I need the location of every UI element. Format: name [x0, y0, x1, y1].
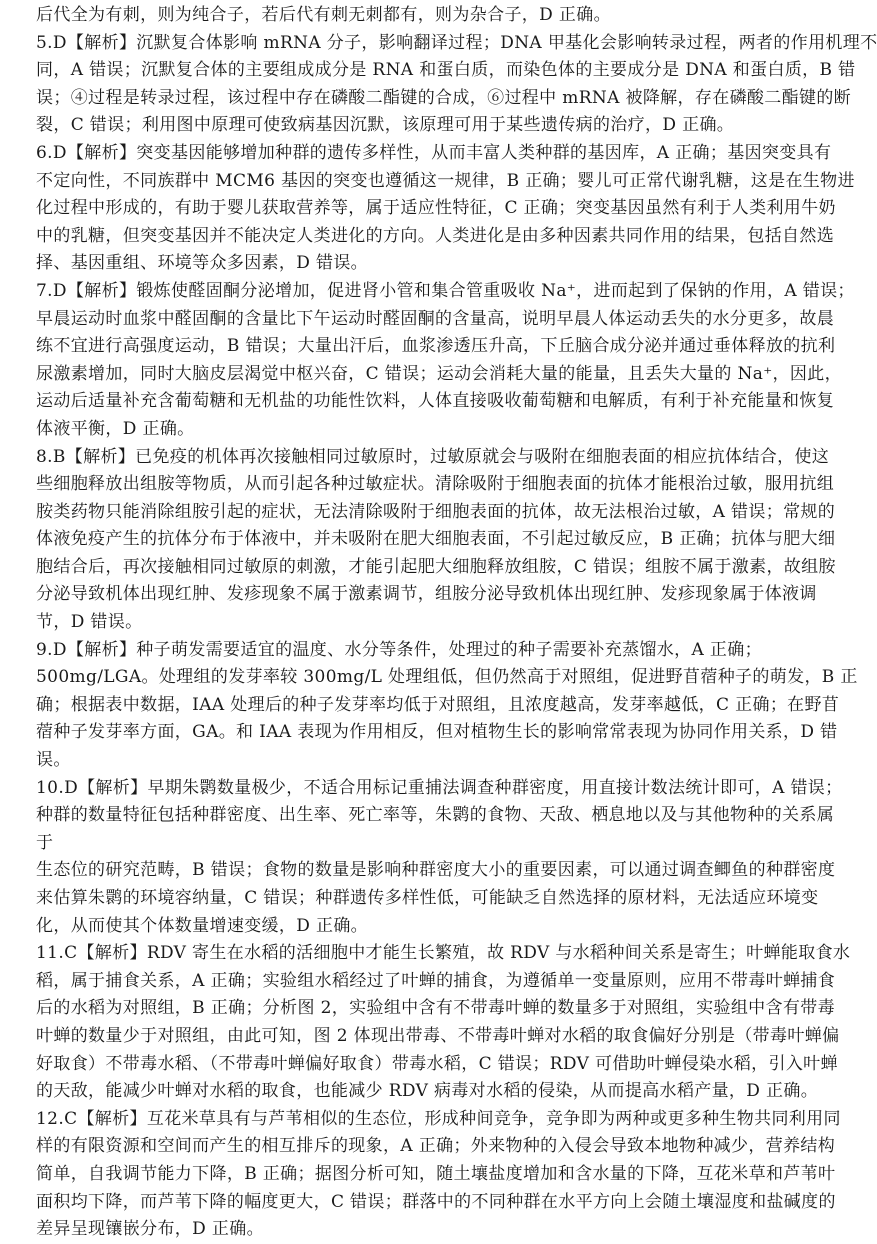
text-line: 尿激素增加，同时大脑皮层渴觉中枢兴奋，C 错误；运动会消耗大量的能量，且丢失大量的 Na⁺，因此，: [36, 363, 842, 384]
text-line: 择、基因重组、环境等众多因素，D 错误。: [36, 253, 369, 274]
text-line: 胞结合后，再次接触相同过敏原的刺激，才能引起肥大细胞释放组胺，C 错误；组胺不属于激素，故组胺: [36, 556, 836, 577]
text-line: 误；④过程是转录过程，该过程中存在磷酸二酯键的合成，⑥过程中 mRNA 被降解，存在磷酸二酯键的断: [36, 87, 852, 108]
text-line: 10.D【解析】早期朱鹮数量极少，不适合用标记重捕法调查种群密度，用直接计数法统计即可，A 错误；: [36, 777, 843, 798]
explanation-paragraph: [36, 278, 855, 444]
text-line: 差异呈现镶嵌分布，D 正确。: [36, 1219, 264, 1240]
text-line: 生态位的研究范畴，B 错误；食物的数量是影响种群密度大小的重要因素，可以通过调查鲫鱼的种群密度: [36, 860, 836, 881]
text-line: 后的水稻为对照组，B 正确；分析图 2，实验组中含有不带毒叶蝉的数量多于对照组，实验组中含有带毒: [36, 998, 835, 1019]
explanation-paragraph: [36, 1106, 841, 1244]
text-line: 11.C【解析】RDV 寄生在水稻的活细胞中才能生长繁殖，故 RDV 与水稻种间关系是寄生；叶蝉能取食水: [36, 943, 851, 964]
text-line: 化过程中形成的，有助于婴儿获取营养等，属于适应性特征，C 正确；突变基因虽然有利于人类利用牛奶: [36, 198, 836, 219]
text-line: 7.D【解析】锻炼使醛固酮分泌增加，促进肾小管和集合管重吸收 Na⁺，进而起到了保钠的作用，A 错误；: [36, 280, 855, 301]
text-line: 分泌导致机体出现红肿、发疹现象不属于激素调节，组胺分泌导致机体出现红肿、发疹现象属于体液调: [36, 584, 817, 605]
text-line: 同，A 错误；沉默复合体的主要组成成分是 RNA 和蛋白质，而染色体的主要成分是 DNA 和蛋白质，B 错: [36, 60, 856, 81]
text-line: 稻，属于捕食关系，A 正确；实验组水稻经过了叶蝉的捕食，为遵循单一变量原则，应用不带毒叶蝉捕食: [36, 970, 836, 991]
explanation-paragraph: [36, 140, 855, 278]
text-line: 裂，C 错误；利用图中原理可使致病基因沉默，该原理可用于某些遗传病的治疗，D 正确。: [36, 115, 735, 136]
text-line: 胺类药物只能消除组胺引起的症状，无法清除吸附于细胞表面的抗体，故无法根治过敏，A 错误；常规的: [36, 501, 836, 522]
text-line: 体液免疫产生的抗体分布于体液中，并未吸附在肥大细胞表面，不引起过敏反应，B 正确；抗体与肥大细: [36, 529, 836, 550]
explanation-paragraph: [36, 940, 851, 1106]
text-line: 6.D【解析】突变基因能够增加种群的遗传多样性，从而丰富人类种群的基因库，A 正确；基因突变具有: [36, 142, 832, 163]
text-line: 8.B【解析】已免疫的机体再次接触相同过敏原时，过敏原就会与吸附在细胞表面的相应抗体结合，使这: [36, 446, 830, 467]
text-line: 体液平衡，D 正确。: [36, 418, 195, 439]
explanation-paragraph: [36, 2, 784, 30]
text-line: 好取食）不带毒水稻、（不带毒叶蝉偏好取食）带毒水稻，C 错误；RDV 可借助叶蝉侵染水稻，引入叶蝉: [36, 1053, 838, 1074]
text-line: 些细胞释放出组胺等物质，从而引起各种过敏症状。清除吸附于细胞表面的抗体才能根治过敏，服用抗组: [36, 474, 835, 495]
text-line: 确；根据表中数据，IAA 处理后的种子发芽率均低于对照组，且浓度越高，发芽率越低，C 正确；在野苜: [36, 694, 840, 715]
text-line: 早晨运动时血浆中醛固酮的含量比下午运动时醛固酮的含量高，说明早晨人体运动丢失的水分更多，故晨: [36, 308, 835, 329]
text-line: 化，从而使其个体数量增速变缓，D 正确。: [36, 915, 369, 936]
explanation-paragraph: [36, 444, 836, 637]
text-line: 5.D【解析】沉默复合体影响 mRNA 分子，影响翻译过程；DNA 甲基化会影响转录过程，两者的作用机理不: [36, 32, 877, 53]
text-line: 于: [36, 832, 54, 853]
text-line: 节，D 错误。: [36, 612, 143, 633]
text-line: 叶蝉的数量少于对照组，由此可知，图 2 体现出带毒、不带毒叶蝉对水稻的取食偏好分别是（带毒叶蝉偏: [36, 1025, 840, 1046]
text-line: 后代全为有刺，则为纯合子，若后代有刺无刺都有，则为杂合子，D 正确。: [36, 5, 611, 25]
text-line: 练不宜进行高强度运动，B 错误；大量出汗后，血浆渗透压升高，下丘脑合成分泌并通过垂体释放的抗利: [36, 336, 836, 357]
text-line: 9.D【解析】种子萌发需要适宜的温度、水分等条件，处理过的种子需要补充蒸馏水，A 正确；: [36, 639, 762, 660]
explanation-paragraph: [36, 637, 858, 775]
text-line: 样的有限资源和空间而产生的相互排斥的现象，A 正确；外来物种的入侵会导致本地物种减少，营养结构: [36, 1136, 836, 1157]
text-line: 的天敌，能减少叶蝉对水稻的取食，也能减少 RDV 病毒对水稻的侵染，从而提高水稻产量，D 正确。: [36, 1081, 819, 1102]
explanation-paragraph: [36, 30, 877, 140]
text-line: 500mg/LGA。处理组的发芽率较 300mg/L 处理组低，但仍然高于对照组，促进野苜蓿种子的萌发，B 正: [36, 667, 858, 688]
text-line: 来估算朱鹮的环境容纳量，C 错误；种群遗传多样性低，可能缺乏自然选择的原材料，无法适应环境变: [36, 888, 819, 908]
text-line: 中的乳糖，但突变基因并不能决定人类进化的方向。人类进化是由多种因素共同作用的结果，包括自然选: [36, 225, 835, 246]
text-line: 面积均下降，而芦苇下降的幅度更大，C 错误；群落中的不同种群在水平方向上会随土壤湿度和盐碱度的: [36, 1191, 836, 1212]
text-line: 蓿种子发芽率方面，GA。和 IAA 表现为作用相反，但对植物生长的影响常常表现为协同作用关系，D 错: [36, 722, 838, 743]
text-line: 12.C【解析】互花米草具有与芦苇相似的生态位，形成种间竞争，竞争即为两种或更多种生物共同利用同: [36, 1108, 841, 1129]
explanation-paragraph: [36, 775, 843, 941]
text-line: 运动后适量补充含葡萄糖和无机盐的功能性饮料，人体直接吸收葡萄糖和电解质，有利于补充能量和恢复: [36, 391, 835, 412]
text-line: 不定向性，不同族群中 MCM6 基因的突变也遵循这一规律，B 正确；婴儿可正常代谢乳糖，这是在生物进: [36, 170, 855, 191]
text-line: 种群的数量特征包括种群密度、出生率、死亡率等，朱鹮的食物、天敌、栖息地以及与其他物种的关系属: [36, 805, 835, 826]
text-line: 简单，自我调节能力下降，B 正确；据图分析可知，随土壤盐度增加和含水量的下降，互花米草和芦苇叶: [36, 1163, 836, 1184]
text-line: 误。: [36, 750, 71, 771]
